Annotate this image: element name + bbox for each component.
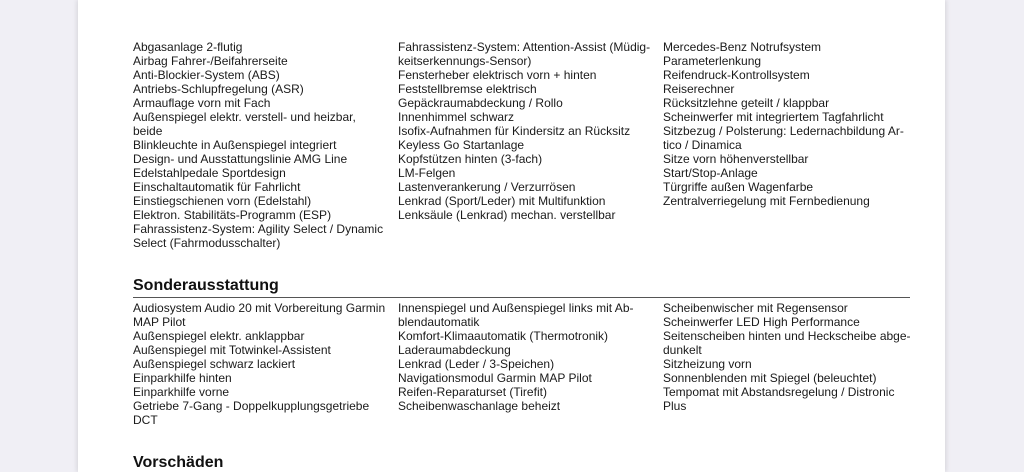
equipment-item: Sitze vorn höhenverstellbar bbox=[663, 152, 809, 166]
equipment-item: Außenspiegel elektr. verstell- und heizbar, beide bbox=[133, 110, 356, 138]
section-divider bbox=[133, 297, 910, 298]
equipment-item: Seitenscheiben hinten und Heckscheibe abge-dunkelt bbox=[663, 329, 911, 357]
equipment-item: Scheibenwischer mit Regensensor bbox=[663, 301, 848, 315]
equipment-item: Reifendruck-Kontrollsystem bbox=[663, 68, 810, 82]
equipment-item: Rücksitzlehne geteilt / klappbar bbox=[663, 96, 830, 110]
equipment-item: Keyless Go Startanlage bbox=[398, 138, 525, 152]
equipment-item: Navigationsmodul Garmin MAP Pilot bbox=[398, 371, 592, 385]
equipment-item: Lenkrad (Sport/Leder) mit Multifunktion bbox=[398, 194, 606, 208]
equipment-column-1 bbox=[133, 301, 398, 427]
serienausstattung-section bbox=[133, 40, 910, 250]
equipment-item: Lenkrad (Leder / 3-Speichen) bbox=[398, 357, 555, 371]
equipment-item: Lastenverankerung / Verzurrösen bbox=[398, 180, 576, 194]
equipment-item: Isofix-Aufnahmen für Kindersitz an Rücksitz bbox=[398, 124, 631, 138]
sonderausstattung-section bbox=[133, 276, 910, 427]
equipment-item: Lenksäule (Lenkrad) mechan. verstellbar bbox=[398, 208, 616, 222]
equipment-item: Mercedes-Benz Notrufsystem bbox=[663, 40, 822, 54]
equipment-item: Sitzheizung vorn bbox=[663, 357, 752, 371]
equipment-item: Start/Stop-Anlage bbox=[663, 166, 758, 180]
equipment-item: Außenspiegel elektr. anklappbar bbox=[133, 329, 305, 343]
equipment-item: Kopfstützen hinten (3-fach) bbox=[398, 152, 543, 166]
equipment-item: Elektron. Stabilitäts-Programm (ESP) bbox=[133, 208, 332, 222]
equipment-item: Einstiegschienen vorn (Edelstahl) bbox=[133, 194, 312, 208]
equipment-columns bbox=[133, 40, 910, 250]
equipment-item: Design- und Ausstattungslinie AMG Line bbox=[133, 152, 348, 166]
equipment-item: Tempomat mit Abstandsregelung / Distronic Plus bbox=[663, 385, 895, 413]
equipment-item: Zentralverriegelung mit Fernbedienung bbox=[663, 194, 870, 208]
equipment-column-3 bbox=[663, 301, 928, 427]
equipment-item: Reifen-Reparaturset (Tirefit) bbox=[398, 385, 547, 399]
equipment-item: Reiserechner bbox=[663, 82, 735, 96]
equipment-item: Getriebe 7-Gang - Doppelkupplungsgetriebe DCT bbox=[133, 399, 370, 427]
equipment-item: Edelstahlpedale Sportdesign bbox=[133, 166, 286, 180]
equipment-columns bbox=[133, 301, 910, 427]
equipment-item: Parameterlenkung bbox=[663, 54, 762, 68]
equipment-item: Scheinwerfer LED High Performance bbox=[663, 315, 860, 329]
equipment-item: Gepäckraumabdeckung / Rollo bbox=[398, 96, 563, 110]
equipment-item: Audiosystem Audio 20 mit Vorbereitung Garmin MAP Pilot bbox=[133, 301, 386, 329]
equipment-item: Sitzbezug / Polsterung: Ledernachbildung Ar-tico / Dinamica bbox=[663, 124, 904, 152]
equipment-item: LM-Felgen bbox=[398, 166, 456, 180]
equipment-column-3 bbox=[663, 40, 928, 250]
equipment-item: Einparkhilfe hinten bbox=[133, 371, 232, 385]
equipment-item: Scheibenwaschanlage beheizt bbox=[398, 399, 561, 413]
vorschaeden-section bbox=[133, 453, 910, 472]
equipment-item: Türgriffe außen Wagenfarbe bbox=[663, 180, 814, 194]
section-heading: Sonderausstattung bbox=[133, 277, 279, 294]
equipment-item: Feststellbremse elektrisch bbox=[398, 82, 537, 96]
equipment-item: Airbag Fahrer-/Beifahrerseite bbox=[133, 54, 288, 68]
equipment-item: Außenspiegel schwarz lackiert bbox=[133, 357, 296, 371]
equipment-item: Anti-Blockier-System (ABS) bbox=[133, 68, 280, 82]
section-heading: Vorschäden bbox=[133, 454, 224, 471]
equipment-item: Einschaltautomatik für Fahrlicht bbox=[133, 180, 301, 194]
equipment-item: Fahrassistenz-System: Attention-Assist (Müdig-keitserkennungs-Sensor) bbox=[398, 40, 651, 68]
equipment-column-2 bbox=[398, 40, 663, 250]
equipment-item: Laderaumabdeckung bbox=[398, 343, 511, 357]
equipment-item: Fensterheber elektrisch vorn + hinten bbox=[398, 68, 597, 82]
document-page bbox=[78, 0, 945, 472]
equipment-item: Innenhimmel schwarz bbox=[398, 110, 515, 124]
equipment-item: Armauflage vorn mit Fach bbox=[133, 96, 271, 110]
equipment-item: Innenspiegel und Außenspiegel links mit Ab-blendautomatik bbox=[398, 301, 634, 329]
equipment-item: Scheinwerfer mit integriertem Tagfahrlicht bbox=[663, 110, 884, 124]
equipment-item: Abgasanlage 2-flutig bbox=[133, 40, 243, 54]
equipment-item: Sonnenblenden mit Spiegel (beleuchtet) bbox=[663, 371, 877, 385]
equipment-item: Blinkleuchte in Außenspiegel integriert bbox=[133, 138, 337, 152]
equipment-column-1 bbox=[133, 40, 398, 250]
equipment-item: Fahrassistenz-System: Agility Select / Dynamic Select (Fahrmodusschalter) bbox=[133, 222, 384, 250]
equipment-item: Außenspiegel mit Totwinkel-Assistent bbox=[133, 343, 331, 357]
equipment-item: Einparkhilfe vorne bbox=[133, 385, 230, 399]
equipment-item: Komfort-Klimaautomatik (Thermotronik) bbox=[398, 329, 609, 343]
equipment-item: Antriebs-Schlupfregelung (ASR) bbox=[133, 82, 304, 96]
equipment-column-2 bbox=[398, 301, 663, 427]
